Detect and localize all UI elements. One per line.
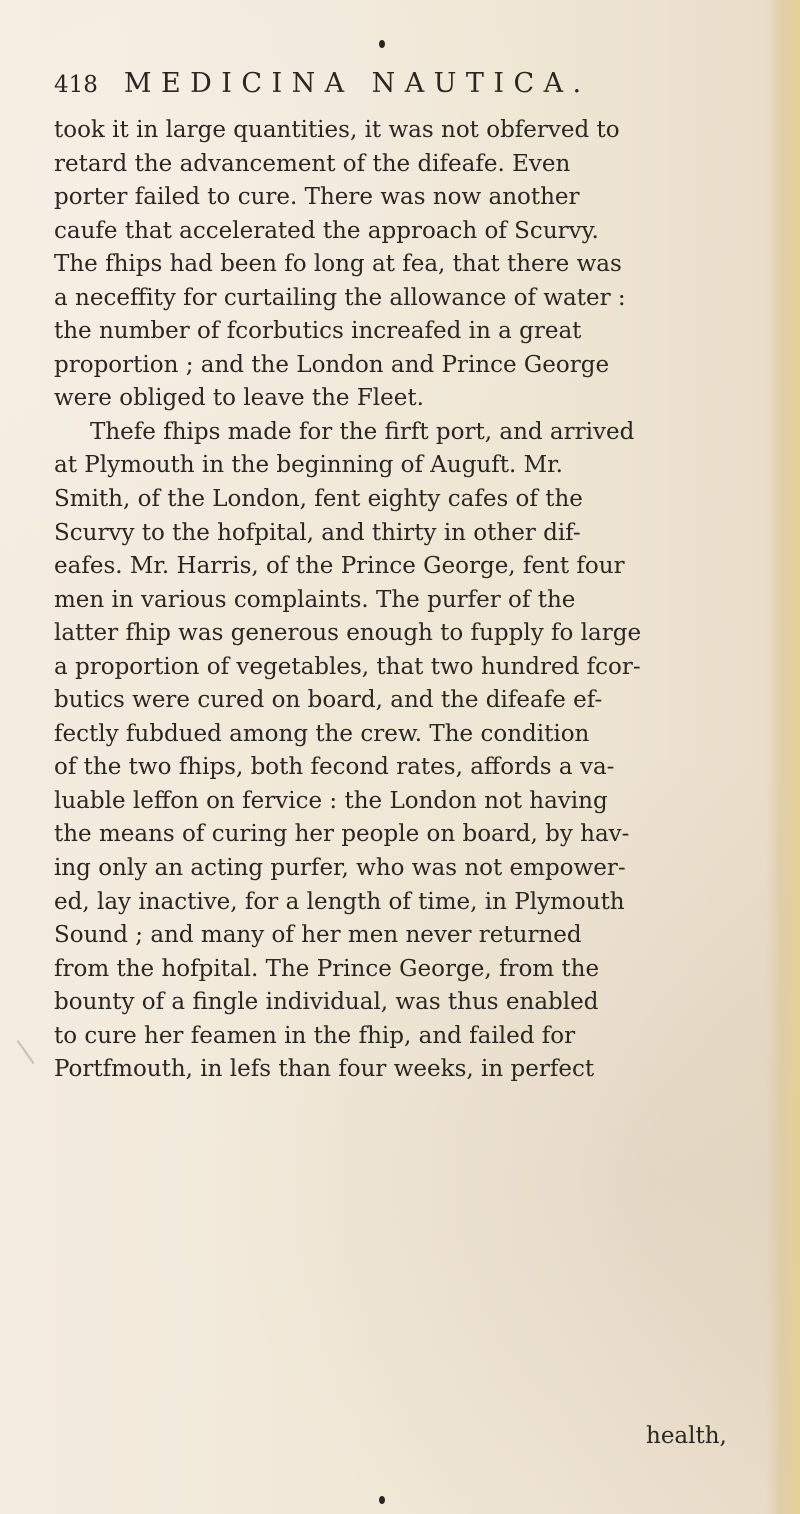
page-number: 418 <box>54 72 98 98</box>
body-text <box>54 114 764 1087</box>
text-line: from the hofpital. The Prince George, from the <box>54 955 600 982</box>
text-line: to cure her feamen in the fhip, and failed for <box>54 1022 576 1049</box>
text-line: a proportion of vegetables, that two hundred fcor- <box>54 653 641 680</box>
text-line: Scurvy to the hofpital, and thirty in other dif- <box>54 519 581 546</box>
running-title: MEDICINA NAUTICA. <box>123 68 591 99</box>
text-line: took it in large quantities, it was not obferved to <box>54 117 620 143</box>
paragraph-start-line: Thefe fhips made for the firft port, and arrived <box>90 418 635 445</box>
text-line: caufe that accelerated the approach of Scurvy. <box>54 217 599 244</box>
page-edge <box>766 0 800 1514</box>
text-line: a neceffity for curtailing the allowance of water : <box>54 284 626 311</box>
text-line: The fhips had been fo long at fea, that there was <box>54 251 622 278</box>
text-line: the number of fcorbutics increafed in a great <box>54 318 582 345</box>
bottom-ink-dot <box>379 1496 385 1504</box>
text-line: eafes. Mr. Harris, of the Prince George, fent four <box>54 553 625 580</box>
page-header <box>54 70 754 110</box>
text-line: butics were cured on board, and the difeafe ef- <box>54 687 603 714</box>
text-line: Portfmouth, in lefs than four weeks, in perfect <box>54 1056 595 1083</box>
text-line: proportion ; and the London and Prince George <box>54 351 610 378</box>
text-line: latter fhip was generous enough to fupply fo large <box>54 620 642 647</box>
catchword: health, <box>646 1423 727 1449</box>
text-line: Sound ; and many of her men never returned <box>54 922 582 949</box>
text-line: ing only an acting purfer, who was not empower- <box>54 855 626 882</box>
text-line: at Plymouth in the beginning of Auguft. Mr. <box>54 452 563 479</box>
text-line: fectly fubdued among the crew. The condition <box>54 720 590 747</box>
text-line: were obliged to leave the Fleet. <box>54 385 424 412</box>
text-line: bounty of a fingle individual, was thus enabled <box>54 989 599 1016</box>
text-line: the means of curing her people on board, by hav- <box>54 821 630 848</box>
text-line: Smith, of the London, fent eighty cafes of the <box>54 486 583 513</box>
text-line: ed, lay inactive, for a length of time, in Plymouth <box>54 888 625 915</box>
text-line: retard the advancement of the difeafe. Even <box>54 150 571 177</box>
text-line: men in various complaints. The purfer of the <box>54 586 576 613</box>
margin-mark <box>17 1024 58 1064</box>
text-line: porter failed to cure. There was now another <box>54 184 580 211</box>
text-line: luable leffon on fervice : the London not having <box>54 787 608 814</box>
text-line: of the two fhips, both fecond rates, affords a va- <box>54 754 615 781</box>
top-ink-dot <box>379 40 385 48</box>
